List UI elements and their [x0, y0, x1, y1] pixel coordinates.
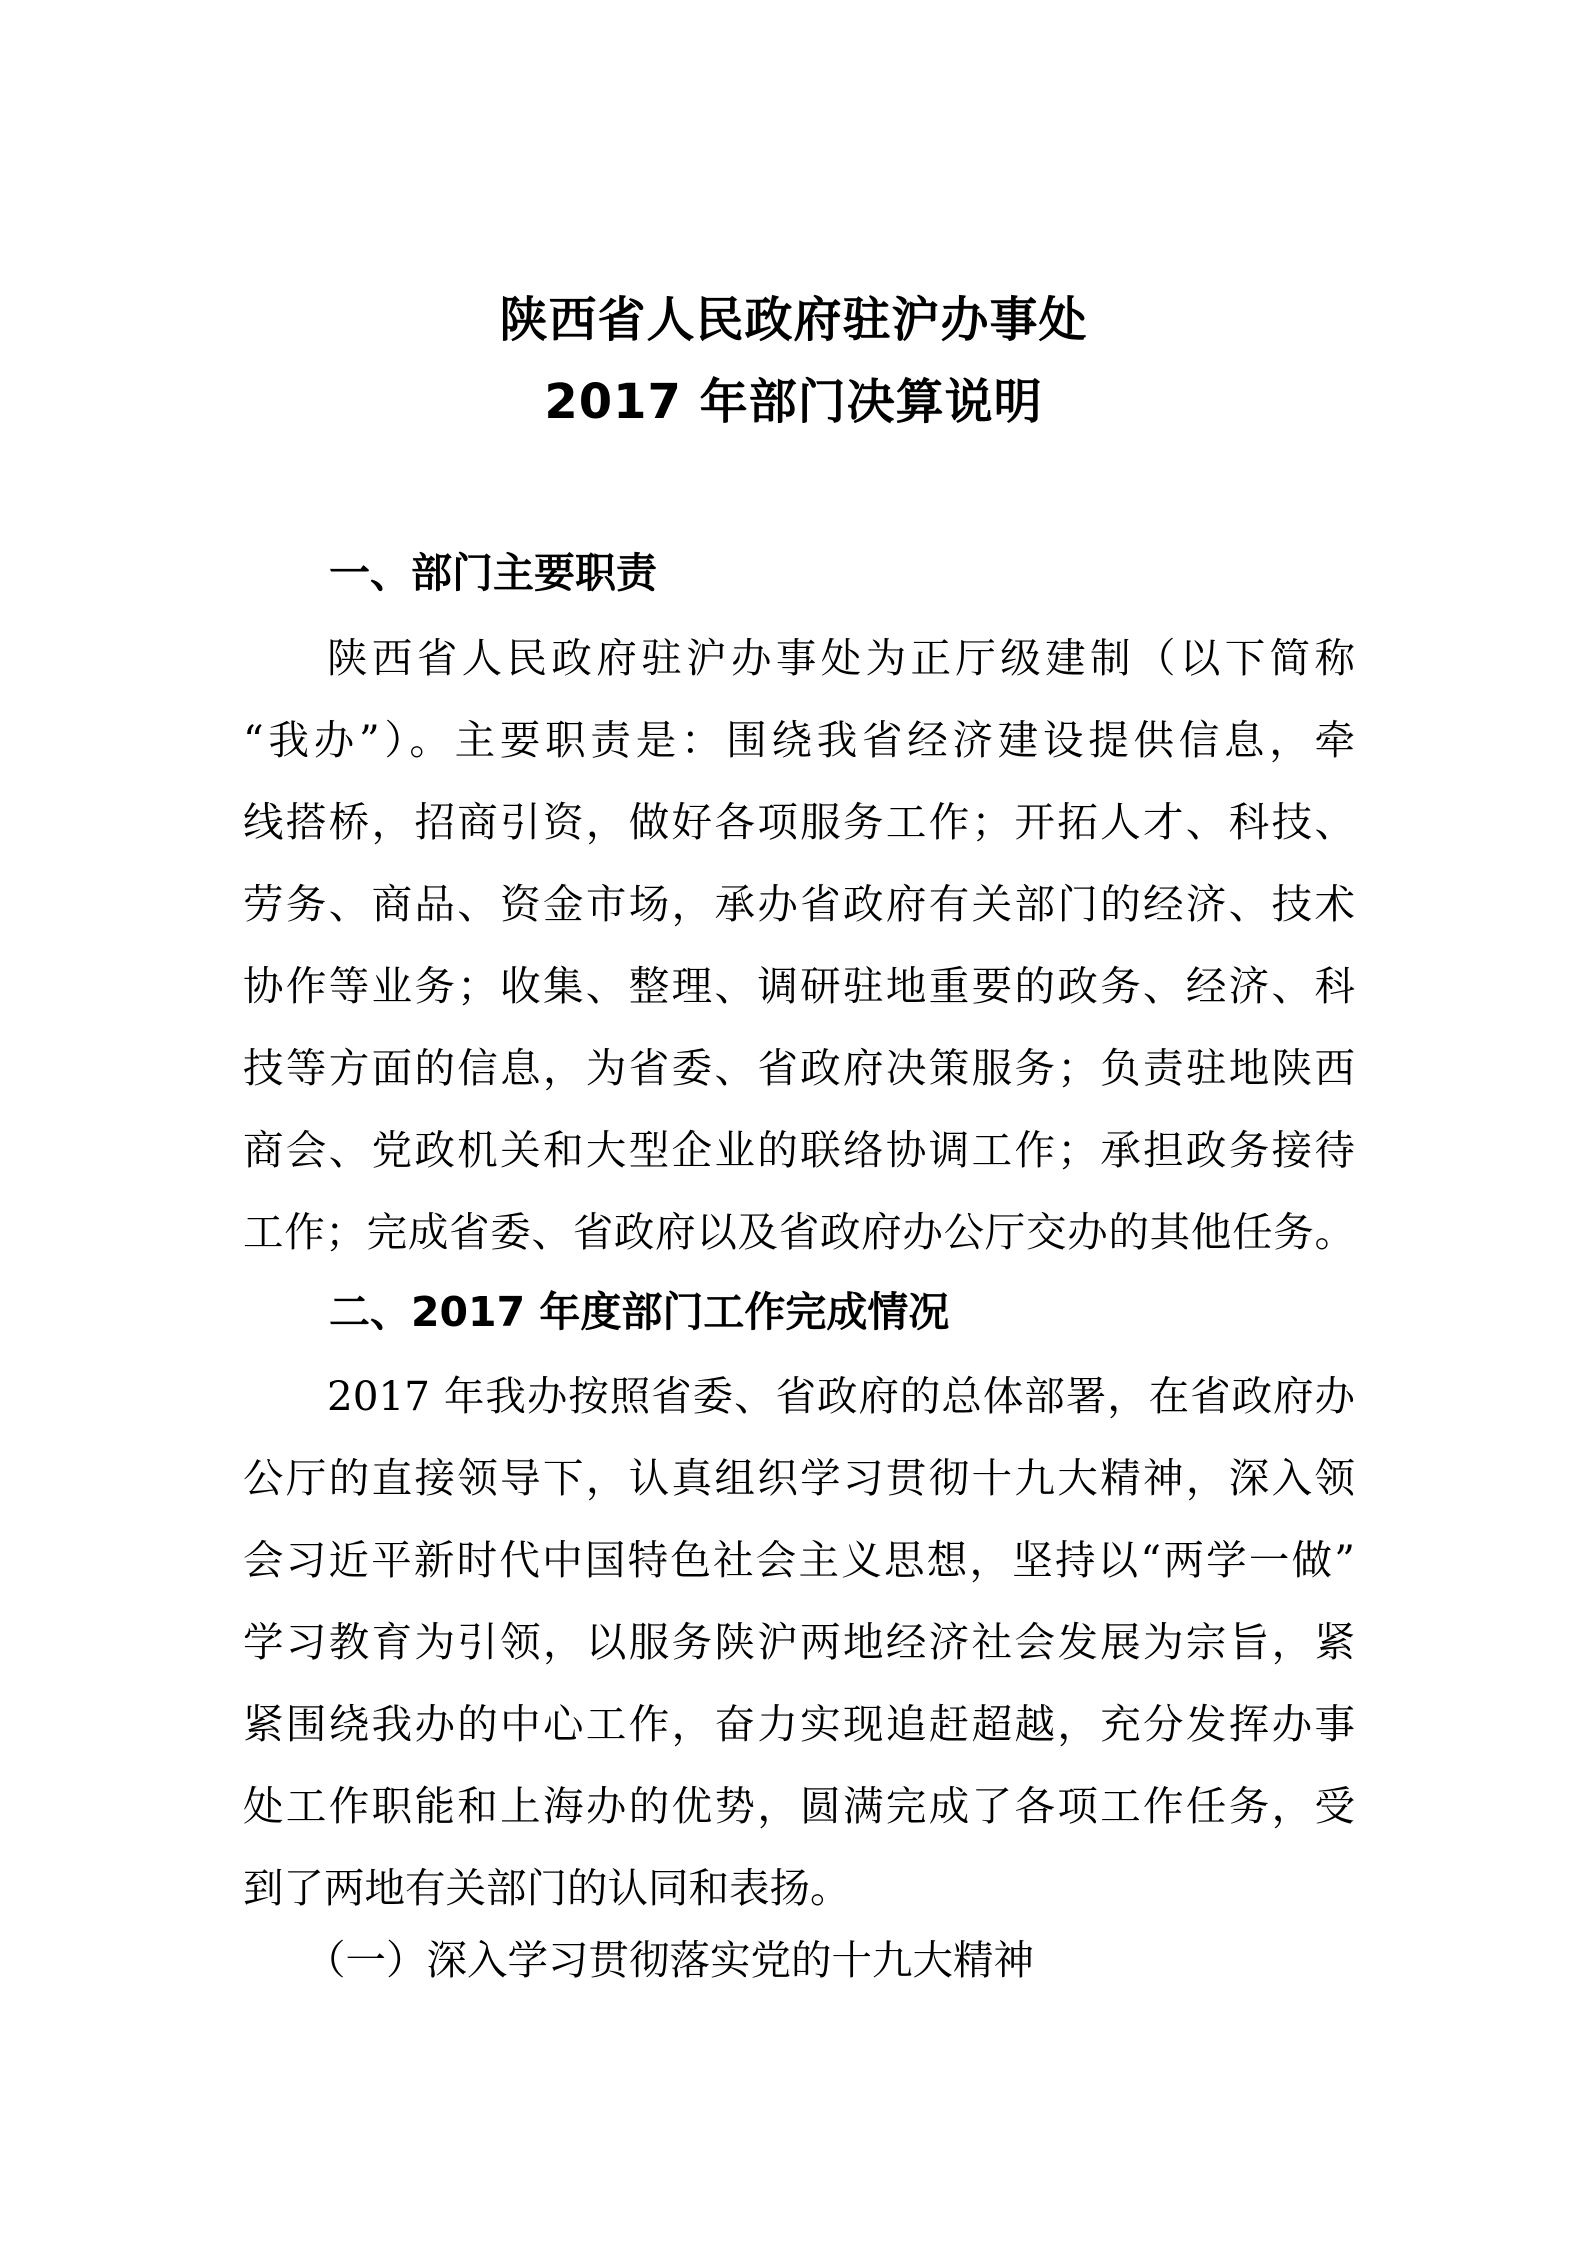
section2-heading: 二、2017 年度部门工作完成情况	[329, 1288, 950, 1336]
section1-paragraph	[243, 617, 1355, 1273]
paragraph-line: 学习教育为引领，以服务陕沪两地经济社会发展为宗旨，紧	[243, 1618, 1355, 1666]
section1-heading: 一、部门主要职责	[329, 549, 657, 597]
paragraph-line: 工作；完成省委、省政府以及省政府办公厅交办的其他任务。	[243, 1208, 1355, 1256]
paragraph-line: 2017 年我办按照省委、省政府的总体部署，在省政府办	[327, 1372, 1355, 1420]
paragraph-line: 线搭桥，招商引资，做好各项服务工作；开拓人才、科技、	[243, 798, 1355, 846]
document-title-line2: 2017 年部门决算说明	[544, 374, 1043, 430]
paragraph-line: 陕西省人民政府驻沪办事处为正厅级建制（以下简称	[327, 634, 1355, 682]
paragraph-line: “我办”）。主要职责是：围绕我省经济建设提供信息，牵	[243, 716, 1355, 764]
paragraph-line: 紧围绕我办的中心工作，奋力实现追赶超越，充分发挥办事	[243, 1700, 1355, 1748]
paragraph-line: 商会、党政机关和大型企业的联络协调工作；承担政务接待	[243, 1126, 1355, 1174]
paragraph-line: 到了两地有关部门的认同和表扬。	[243, 1864, 851, 1912]
paragraph-line: 会习近平新时代中国特色社会主义思想，坚持以“两学一做”	[243, 1536, 1355, 1584]
section2-paragraph	[243, 1355, 1355, 1929]
document-title-line1: 陕西省人民政府驻沪办事处	[499, 292, 1088, 348]
paragraph-line: 处工作职能和上海办的优势，圆满完成了各项工作任务，受	[243, 1782, 1355, 1830]
paragraph-line: 劳务、商品、资金市场，承办省政府有关部门的经济、技术	[243, 880, 1355, 928]
paragraph-line: 公厅的直接领导下，认真组织学习贯彻十九大精神，深入领	[243, 1454, 1355, 1502]
subsection1-heading: （一）深入学习贯彻落实党的十九大精神	[305, 1936, 1034, 1984]
paragraph-line: 技等方面的信息，为省委、省政府决策服务；负责驻地陕西	[243, 1044, 1355, 1092]
paragraph-line: 协作等业务；收集、整理、调研驻地重要的政务、经济、科	[243, 962, 1355, 1010]
